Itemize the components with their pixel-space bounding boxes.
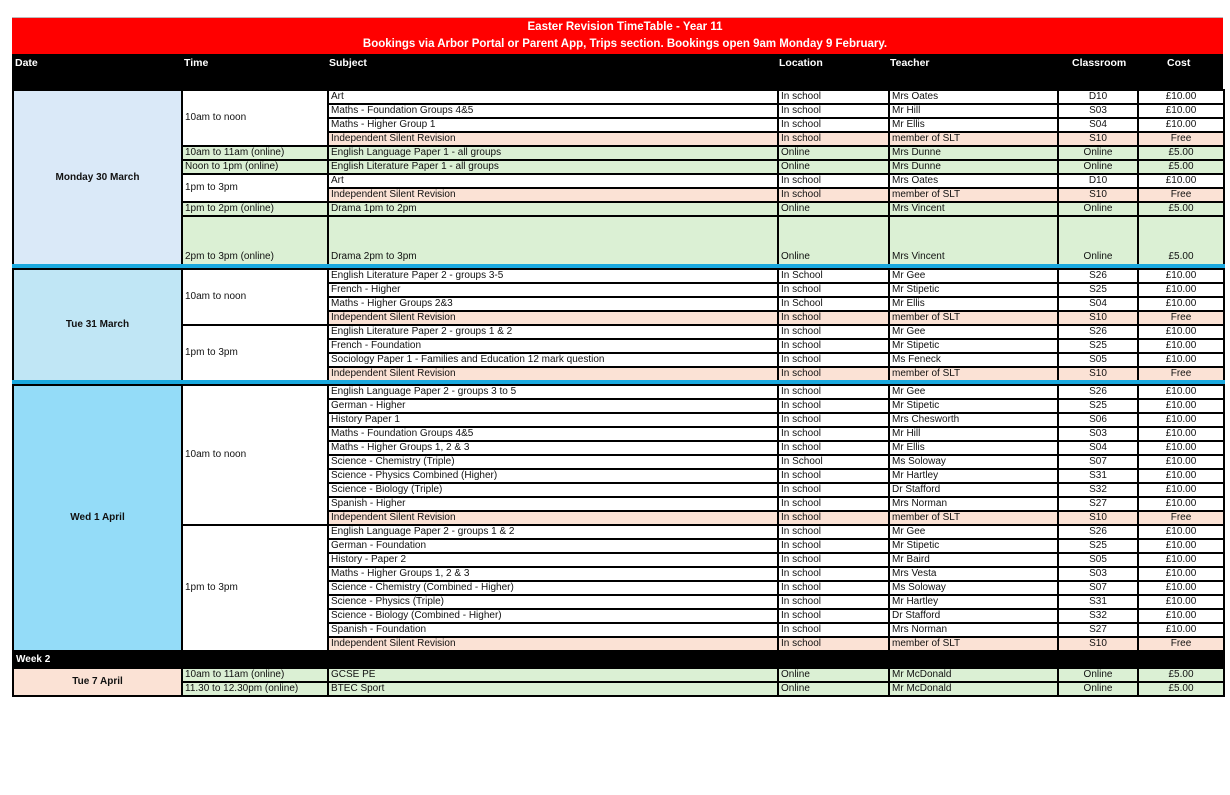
cost-cell: £5.00: [1138, 668, 1224, 682]
time-slot: Noon to 1pm (online): [182, 160, 328, 174]
teacher-cell: member of SLT: [889, 311, 1058, 325]
location-cell: In school: [778, 311, 889, 325]
teacher-cell: Mrs Vincent: [889, 216, 1058, 266]
subject-cell: Science - Chemistry (Combined - Higher): [328, 581, 778, 595]
teacher-cell: Mr Hill: [889, 427, 1058, 441]
subject-cell: English Language Paper 2 - groups 3 to 5: [328, 385, 778, 399]
subject-cell: Independent Silent Revision: [328, 637, 778, 651]
classroom-cell: S10: [1058, 637, 1138, 651]
cost-cell: £10.00: [1138, 623, 1224, 637]
location-cell: In school: [778, 413, 889, 427]
classroom-cell: S05: [1058, 553, 1138, 567]
subject-cell: English Literature Paper 2 - groups 1 & 2: [328, 325, 778, 339]
subject-cell: Science - Physics Combined (Higher): [328, 469, 778, 483]
cost-cell: £10.00: [1138, 469, 1224, 483]
time-slot: 10am to 11am (online): [182, 146, 328, 160]
teacher-cell: Mrs Norman: [889, 497, 1058, 511]
classroom-cell: D10: [1058, 174, 1138, 188]
subject-cell: Maths - Foundation Groups 4&5: [328, 427, 778, 441]
week-2-label: Week 2: [13, 651, 1224, 668]
time-slot: 1pm to 3pm: [182, 174, 328, 202]
teacher-cell: member of SLT: [889, 367, 1058, 382]
session-row: [13, 682, 1224, 696]
subject-cell: Maths - Higher Groups 1, 2 & 3: [328, 441, 778, 455]
location-cell: In school: [778, 469, 889, 483]
session-row: [13, 160, 1224, 174]
cost-cell: Free: [1138, 367, 1224, 382]
subject-cell: Maths - Higher Group 1: [328, 118, 778, 132]
cost-cell: £10.00: [1138, 539, 1224, 553]
location-cell: In school: [778, 539, 889, 553]
location-cell: In School: [778, 297, 889, 311]
subject-cell: Independent Silent Revision: [328, 132, 778, 146]
cost-cell: £10.00: [1138, 483, 1224, 497]
cost-cell: £10.00: [1138, 353, 1224, 367]
cost-cell: £10.00: [1138, 567, 1224, 581]
timetable-sheet: [12, 17, 1223, 697]
time-slot: 10am to noon: [182, 269, 328, 325]
time-slot: 10am to 11am (online): [182, 668, 328, 682]
cost-cell: £10.00: [1138, 609, 1224, 623]
teacher-cell: Mrs Dunne: [889, 146, 1058, 160]
col-header-cost: Cost: [1167, 57, 1191, 69]
location-cell: In school: [778, 637, 889, 651]
cost-cell: £10.00: [1138, 385, 1224, 399]
subject-cell: Science - Biology (Triple): [328, 483, 778, 497]
location-cell: Online: [778, 146, 889, 160]
subject-cell: German - Higher: [328, 399, 778, 413]
location-cell: In School: [778, 455, 889, 469]
cost-cell: Free: [1138, 132, 1224, 146]
teacher-cell: Mr Ellis: [889, 118, 1058, 132]
subject-cell: GCSE PE: [328, 668, 778, 682]
time-slot: 1pm to 3pm: [182, 525, 328, 651]
classroom-cell: S03: [1058, 427, 1138, 441]
teacher-cell: member of SLT: [889, 188, 1058, 202]
subject-cell: History - Paper 2: [328, 553, 778, 567]
classroom-cell: S10: [1058, 132, 1138, 146]
location-cell: Online: [778, 160, 889, 174]
cost-cell: £10.00: [1138, 455, 1224, 469]
subject-cell: Independent Silent Revision: [328, 367, 778, 382]
classroom-cell: Online: [1058, 682, 1138, 696]
timetable-title: Easter Revision TimeTable - Year 11: [527, 21, 723, 33]
location-cell: In school: [778, 325, 889, 339]
location-cell: In school: [778, 353, 889, 367]
cost-cell: Free: [1138, 511, 1224, 525]
session-row: [13, 202, 1224, 216]
location-cell: Online: [778, 682, 889, 696]
subject-cell: Maths - Foundation Groups 4&5: [328, 104, 778, 118]
cost-cell: £5.00: [1138, 682, 1224, 696]
cost-cell: £10.00: [1138, 441, 1224, 455]
cost-cell: £10.00: [1138, 118, 1224, 132]
location-cell: In school: [778, 385, 889, 399]
location-cell: In school: [778, 497, 889, 511]
classroom-cell: S04: [1058, 441, 1138, 455]
cost-cell: £10.00: [1138, 595, 1224, 609]
cost-cell: £5.00: [1138, 202, 1224, 216]
subject-cell: German - Foundation: [328, 539, 778, 553]
time-slot: 1pm to 2pm (online): [182, 202, 328, 216]
day-date: Tue 31 March: [13, 269, 182, 382]
location-cell: In School: [778, 269, 889, 283]
cost-cell: £10.00: [1138, 427, 1224, 441]
cost-cell: £10.00: [1138, 297, 1224, 311]
location-cell: Online: [778, 668, 889, 682]
location-cell: Online: [778, 216, 889, 266]
subject-cell: Independent Silent Revision: [328, 188, 778, 202]
cost-cell: £10.00: [1138, 174, 1224, 188]
location-cell: In school: [778, 283, 889, 297]
classroom-cell: S07: [1058, 581, 1138, 595]
teacher-cell: Mr Ellis: [889, 441, 1058, 455]
teacher-cell: Mrs Oates: [889, 90, 1058, 104]
classroom-cell: Online: [1058, 202, 1138, 216]
cost-cell: £10.00: [1138, 581, 1224, 595]
col-header-teacher: Teacher: [890, 57, 930, 69]
col-header-time: Time: [184, 57, 209, 69]
classroom-cell: S32: [1058, 483, 1138, 497]
subject-cell: Drama 2pm to 3pm: [328, 216, 778, 266]
time-slot: 1pm to 3pm: [182, 325, 328, 382]
teacher-cell: Mrs Chesworth: [889, 413, 1058, 427]
location-cell: In school: [778, 441, 889, 455]
location-cell: In school: [778, 581, 889, 595]
teacher-cell: Mr McDonald: [889, 668, 1058, 682]
classroom-cell: S05: [1058, 353, 1138, 367]
location-cell: In school: [778, 511, 889, 525]
location-cell: In school: [778, 553, 889, 567]
cost-cell: £10.00: [1138, 325, 1224, 339]
day-date: Monday 30 March: [13, 90, 182, 266]
teacher-cell: Ms Feneck: [889, 353, 1058, 367]
location-cell: In school: [778, 174, 889, 188]
col-header-location: Location: [779, 57, 823, 69]
session-row: [13, 90, 1224, 104]
location-cell: In school: [778, 427, 889, 441]
subject-cell: French - Higher: [328, 283, 778, 297]
col-header-date: Date: [15, 57, 38, 69]
subject-cell: English Language Paper 1 - all groups: [328, 146, 778, 160]
classroom-cell: S32: [1058, 609, 1138, 623]
classroom-cell: S10: [1058, 311, 1138, 325]
classroom-cell: S27: [1058, 497, 1138, 511]
subject-cell: Science - Chemistry (Triple): [328, 455, 778, 469]
classroom-cell: S25: [1058, 283, 1138, 297]
teacher-cell: Dr Stafford: [889, 609, 1058, 623]
subject-cell: BTEC Sport: [328, 682, 778, 696]
subject-cell: Spanish - Foundation: [328, 623, 778, 637]
location-cell: In school: [778, 104, 889, 118]
classroom-cell: S03: [1058, 104, 1138, 118]
classroom-cell: S31: [1058, 469, 1138, 483]
location-cell: In school: [778, 567, 889, 581]
classroom-cell: S04: [1058, 118, 1138, 132]
subject-cell: French - Foundation: [328, 339, 778, 353]
classroom-cell: S26: [1058, 385, 1138, 399]
teacher-cell: Mrs Vesta: [889, 567, 1058, 581]
cost-cell: Free: [1138, 637, 1224, 651]
session-row: [13, 325, 1224, 339]
cost-cell: £10.00: [1138, 497, 1224, 511]
classroom-cell: S26: [1058, 325, 1138, 339]
classroom-cell: S04: [1058, 297, 1138, 311]
cost-cell: £10.00: [1138, 104, 1224, 118]
column-header-row: [12, 54, 1223, 89]
location-cell: In school: [778, 609, 889, 623]
col-header-classroom: Classroom: [1072, 57, 1127, 69]
subject-cell: Independent Silent Revision: [328, 311, 778, 325]
subject-cell: History Paper 1: [328, 413, 778, 427]
session-row: [13, 269, 1224, 283]
timetable-grid: [12, 89, 1225, 697]
teacher-cell: Mr Hill: [889, 104, 1058, 118]
teacher-cell: Mr McDonald: [889, 682, 1058, 696]
subject-cell: Science - Biology (Combined - Higher): [328, 609, 778, 623]
classroom-cell: S07: [1058, 455, 1138, 469]
location-cell: In school: [778, 525, 889, 539]
teacher-cell: Mr Gee: [889, 325, 1058, 339]
cost-cell: £10.00: [1138, 399, 1224, 413]
teacher-cell: Mr Baird: [889, 553, 1058, 567]
teacher-cell: Ms Soloway: [889, 455, 1058, 469]
time-slot: 2pm to 3pm (online): [182, 216, 328, 266]
subject-cell: Independent Silent Revision: [328, 511, 778, 525]
location-cell: Online: [778, 202, 889, 216]
location-cell: In school: [778, 623, 889, 637]
title-banner: [12, 18, 1223, 54]
classroom-cell: S31: [1058, 595, 1138, 609]
cost-cell: £10.00: [1138, 413, 1224, 427]
session-row: [13, 385, 1224, 399]
session-row: [13, 216, 1224, 266]
teacher-cell: Dr Stafford: [889, 483, 1058, 497]
day-date: Wed 1 April: [13, 385, 182, 651]
location-cell: In school: [778, 188, 889, 202]
classroom-cell: Online: [1058, 668, 1138, 682]
cost-cell: £10.00: [1138, 553, 1224, 567]
teacher-cell: member of SLT: [889, 132, 1058, 146]
subject-cell: Art: [328, 174, 778, 188]
classroom-cell: Online: [1058, 146, 1138, 160]
location-cell: In school: [778, 399, 889, 413]
col-header-subject: Subject: [329, 57, 367, 69]
location-cell: In school: [778, 118, 889, 132]
subject-cell: English Language Paper 2 - groups 1 & 2: [328, 525, 778, 539]
classroom-cell: S26: [1058, 525, 1138, 539]
classroom-cell: D10: [1058, 90, 1138, 104]
teacher-cell: Mr Stipetic: [889, 539, 1058, 553]
time-slot: 10am to noon: [182, 90, 328, 146]
time-slot: 11.30 to 12.30pm (online): [182, 682, 328, 696]
classroom-cell: S26: [1058, 269, 1138, 283]
teacher-cell: Mr Gee: [889, 525, 1058, 539]
time-slot: 10am to noon: [182, 385, 328, 525]
teacher-cell: Mrs Oates: [889, 174, 1058, 188]
subject-cell: Maths - Higher Groups 1, 2 & 3: [328, 567, 778, 581]
teacher-cell: Mr Ellis: [889, 297, 1058, 311]
teacher-cell: member of SLT: [889, 511, 1058, 525]
subject-cell: English Literature Paper 1 - all groups: [328, 160, 778, 174]
location-cell: In school: [778, 90, 889, 104]
teacher-cell: Mr Hartley: [889, 595, 1058, 609]
teacher-cell: Mr Gee: [889, 385, 1058, 399]
subject-cell: Art: [328, 90, 778, 104]
location-cell: In school: [778, 367, 889, 382]
classroom-cell: S03: [1058, 567, 1138, 581]
teacher-cell: Ms Soloway: [889, 581, 1058, 595]
session-row: [13, 146, 1224, 160]
teacher-cell: Mr Stipetic: [889, 339, 1058, 353]
cost-cell: £5.00: [1138, 216, 1224, 266]
subject-cell: Science - Physics (Triple): [328, 595, 778, 609]
classroom-cell: S25: [1058, 539, 1138, 553]
booking-info: Bookings via Arbor Portal or Parent App, Trips section. Bookings open 9am Monday 9 February.: [362, 38, 888, 50]
classroom-cell: Online: [1058, 160, 1138, 174]
cost-cell: Free: [1138, 188, 1224, 202]
subject-cell: English Literature Paper 2 - groups 3-5: [328, 269, 778, 283]
teacher-cell: Mr Hartley: [889, 469, 1058, 483]
location-cell: In school: [778, 339, 889, 353]
week-2-divider: [13, 651, 1224, 668]
subject-cell: Maths - Higher Groups 2&3: [328, 297, 778, 311]
cost-cell: £10.00: [1138, 269, 1224, 283]
cost-cell: £10.00: [1138, 283, 1224, 297]
location-cell: In school: [778, 483, 889, 497]
teacher-cell: Mrs Vincent: [889, 202, 1058, 216]
session-row: [13, 525, 1224, 539]
classroom-cell: S10: [1058, 367, 1138, 382]
cost-cell: Free: [1138, 311, 1224, 325]
teacher-cell: member of SLT: [889, 637, 1058, 651]
cost-cell: £10.00: [1138, 339, 1224, 353]
day-date: Tue 7 April: [13, 668, 182, 696]
session-row: [13, 668, 1224, 682]
cost-cell: £10.00: [1138, 525, 1224, 539]
teacher-cell: Mrs Norman: [889, 623, 1058, 637]
classroom-cell: S25: [1058, 339, 1138, 353]
cost-cell: £5.00: [1138, 146, 1224, 160]
location-cell: In school: [778, 595, 889, 609]
classroom-cell: S10: [1058, 188, 1138, 202]
classroom-cell: Online: [1058, 216, 1138, 266]
teacher-cell: Mr Stipetic: [889, 399, 1058, 413]
location-cell: In school: [778, 132, 889, 146]
subject-cell: Drama 1pm to 2pm: [328, 202, 778, 216]
session-row: [13, 174, 1224, 188]
subject-cell: Spanish - Higher: [328, 497, 778, 511]
classroom-cell: S06: [1058, 413, 1138, 427]
subject-cell: Sociology Paper 1 - Families and Education 12 mark question: [328, 353, 778, 367]
classroom-cell: S10: [1058, 511, 1138, 525]
teacher-cell: Mrs Dunne: [889, 160, 1058, 174]
cost-cell: £5.00: [1138, 160, 1224, 174]
teacher-cell: Mr Gee: [889, 269, 1058, 283]
classroom-cell: S25: [1058, 399, 1138, 413]
cost-cell: £10.00: [1138, 90, 1224, 104]
teacher-cell: Mr Stipetic: [889, 283, 1058, 297]
classroom-cell: S27: [1058, 623, 1138, 637]
